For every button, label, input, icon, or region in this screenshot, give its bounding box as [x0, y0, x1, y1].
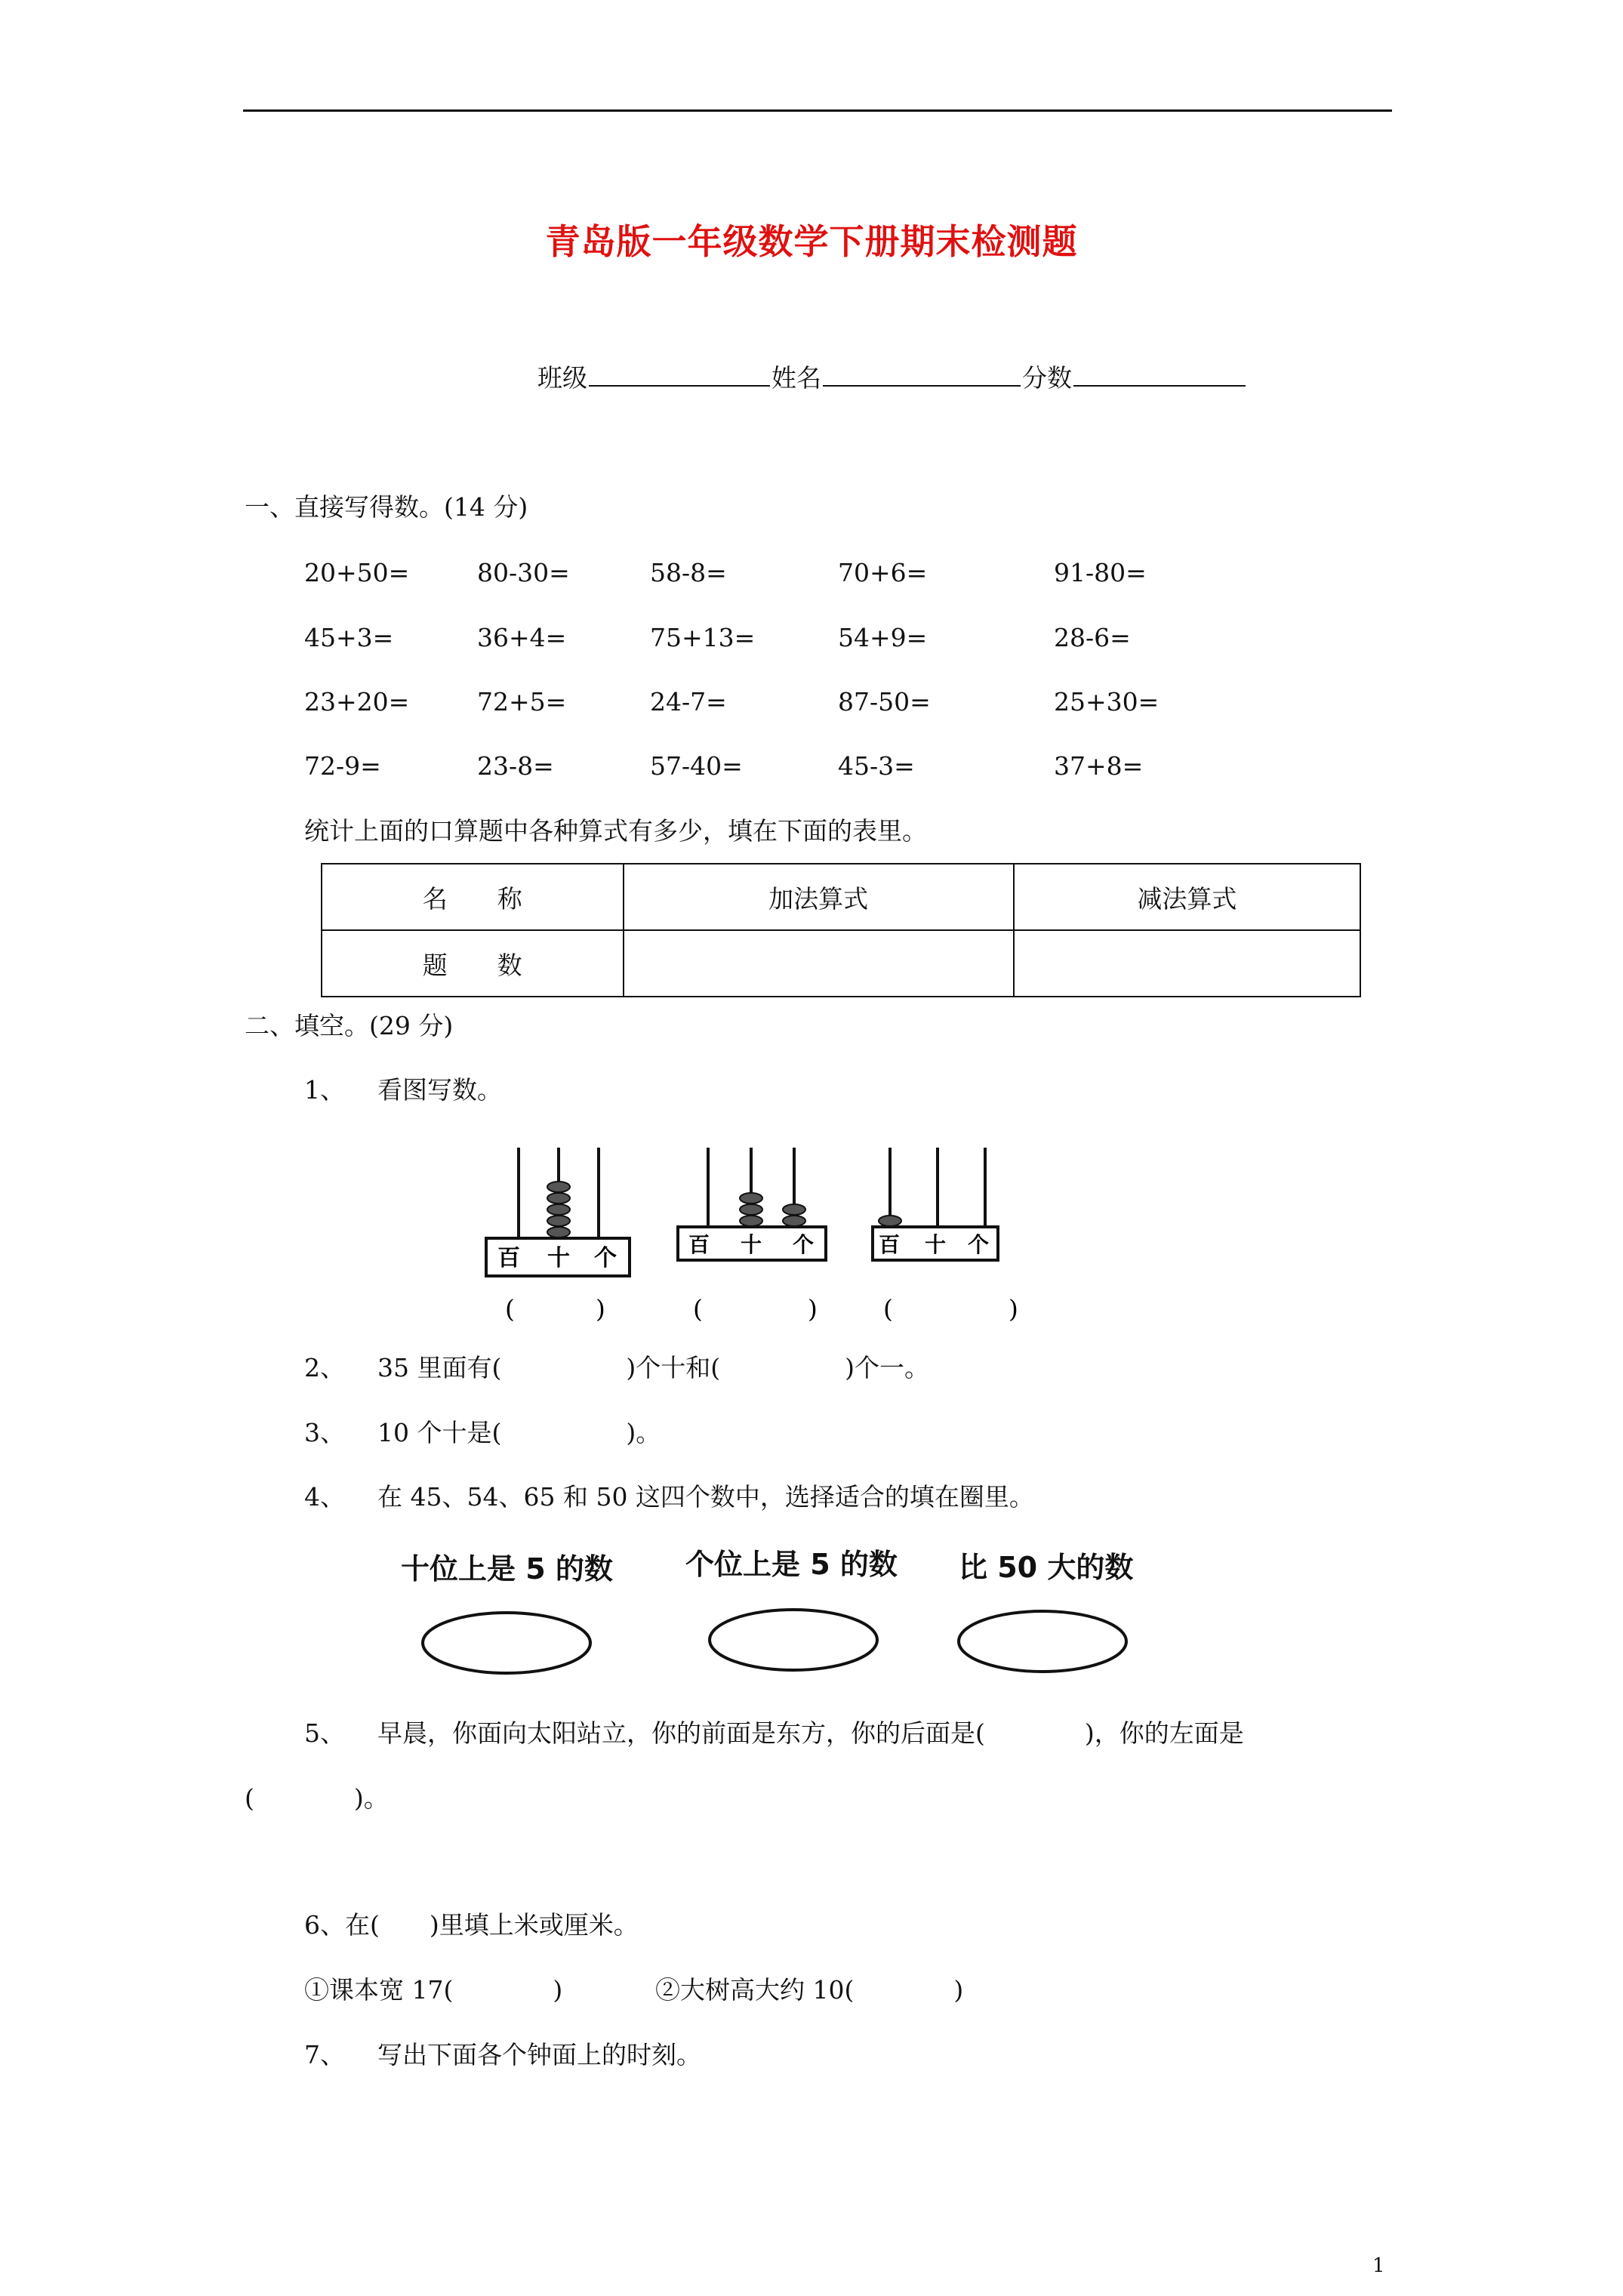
- abacus-label-tens: 十: [924, 1232, 947, 1257]
- problem: 58-8=: [650, 558, 727, 587]
- problem: 75+13=: [650, 623, 756, 652]
- class-blank[interactable]: [589, 362, 770, 387]
- info-line: [537, 362, 1247, 393]
- problem: 20+50=: [304, 558, 410, 587]
- section1-instruction: 统计上面的口算题中各种算式有多少，填在下面的表里。: [304, 816, 927, 846]
- abacus-1: [486, 1148, 630, 1321]
- q3-number: 3、: [304, 1418, 345, 1447]
- q1-text: 看图写数。: [377, 1075, 502, 1105]
- name-label: 姓名: [771, 363, 821, 393]
- q1-number: 1、: [304, 1075, 345, 1105]
- table-header-sub: 减法算式: [1014, 864, 1360, 930]
- table-row-label: 题 数: [322, 930, 624, 997]
- answer-paren-close: ): [1009, 1294, 1018, 1321]
- abacus-bead-tens: [547, 1227, 570, 1237]
- q6-b: ②大树高大约 10( ): [655, 1975, 964, 2005]
- abacus-bead-tens: [547, 1193, 570, 1203]
- top-rule: [243, 109, 1392, 112]
- table-row: [322, 930, 1360, 997]
- answer-paren-close: ): [808, 1294, 818, 1321]
- abacus-label-ones: 个: [967, 1232, 990, 1257]
- abacus-label-hundreds: 百: [688, 1232, 710, 1257]
- abacus-bead-tens: [740, 1193, 762, 1203]
- answer-paren-open: (: [883, 1294, 893, 1321]
- page-number: 1: [1372, 2254, 1385, 2277]
- answer-circle-2: [710, 1610, 877, 1670]
- q7-text: 写出下面各个钟面上的时刻。: [377, 2040, 701, 2069]
- answer-paren-open: (: [693, 1294, 703, 1321]
- q3-text: 10 个十是( )。: [377, 1418, 661, 1447]
- name-blank[interactable]: [823, 362, 1021, 387]
- answer-paren-open: (: [505, 1294, 515, 1321]
- circle-label-ones-five: 个位上是 5 的数: [685, 1548, 898, 1581]
- answer-circle-1: [423, 1613, 590, 1673]
- problem: 87-50=: [838, 687, 931, 717]
- abacus-label-hundreds: 百: [878, 1232, 901, 1257]
- q7-number: 7、: [304, 2040, 345, 2069]
- problem: 72+5=: [477, 687, 567, 717]
- answer-paren-close: ): [596, 1294, 605, 1321]
- sub-count-cell[interactable]: [1014, 930, 1360, 997]
- answer-circles: [415, 1604, 1140, 1687]
- abacus-bead-hundreds: [879, 1216, 901, 1226]
- abacus-label-hundreds: 百: [497, 1245, 520, 1271]
- q6-a: ①课本宽 17( ): [304, 1975, 563, 2005]
- abacus-bead-tens: [740, 1204, 762, 1215]
- problem: 45+3=: [304, 623, 394, 652]
- abacus-bead-ones: [783, 1204, 805, 1215]
- q5-line1: 早晨，你面向太阳站立，你的前面是东方，你的后面是( )，你的左面是: [377, 1718, 1244, 1748]
- problem: 45-3=: [838, 751, 915, 781]
- circle-label-greater-fifty: 比 50 大的数: [959, 1551, 1134, 1584]
- problem: 24-7=: [650, 687, 727, 717]
- abacus-bead-tens: [547, 1182, 570, 1192]
- abacus-label-tens: 十: [740, 1232, 762, 1257]
- table-header-add: 加法算式: [624, 864, 1014, 930]
- add-count-cell[interactable]: [624, 930, 1014, 997]
- problem: 80-30=: [477, 558, 570, 587]
- q4-number: 4、: [304, 1482, 345, 1512]
- problem: 70+6=: [838, 558, 928, 587]
- answer-circle-3: [959, 1611, 1126, 1672]
- abacus-bead-tens: [547, 1204, 570, 1215]
- problem: 54+9=: [838, 623, 928, 652]
- problem: 23-8=: [477, 751, 554, 781]
- table-header-name: 名 称: [322, 864, 624, 930]
- problem: 23+20=: [304, 687, 410, 717]
- q6-text: 6、在( )里填上米或厘米。: [304, 1910, 639, 1940]
- problem: 91-80=: [1054, 558, 1147, 587]
- problem: 37+8=: [1054, 751, 1144, 781]
- score-blank[interactable]: [1073, 362, 1246, 387]
- section1-heading: 一、直接写得数。(14 分): [245, 492, 528, 522]
- abacus-bead-tens: [740, 1216, 762, 1226]
- abacus-bead-ones: [783, 1216, 805, 1226]
- problem: 57-40=: [650, 751, 743, 781]
- q5-number: 5、: [304, 1718, 345, 1748]
- q4-text: 在 45、54、65 和 50 这四个数中，选择适合的填在圈里。: [377, 1482, 1034, 1512]
- problem: 28-6=: [1054, 623, 1131, 652]
- abacus-2: [678, 1148, 826, 1321]
- problem: 25+30=: [1054, 687, 1160, 717]
- abacus-figures: [476, 1133, 1019, 1321]
- q5-line2: ( )。: [245, 1783, 389, 1813]
- class-label: 班级: [537, 363, 587, 393]
- q2-number: 2、: [304, 1353, 345, 1382]
- table-row: [322, 864, 1360, 930]
- score-label: 分数: [1022, 363, 1072, 393]
- circle-label-tens-five: 十位上是 5 的数: [401, 1552, 613, 1586]
- q2-text: 35 里面有( )个十和( )个一。: [377, 1353, 929, 1382]
- problem: 36+4=: [477, 623, 567, 652]
- problem: 72-9=: [304, 751, 381, 781]
- abacus-bead-tens: [547, 1216, 570, 1226]
- abacus-label-ones: 个: [594, 1245, 617, 1271]
- page-title: 青岛版一年级数学下册期末检测题: [545, 221, 1078, 262]
- section2-heading: 二、填空。(29 分): [245, 1011, 454, 1040]
- abacus-label-tens: 十: [547, 1245, 570, 1271]
- abacus-label-ones: 个: [792, 1232, 815, 1257]
- stats-table: [321, 863, 1361, 997]
- abacus-3: [873, 1148, 1018, 1321]
